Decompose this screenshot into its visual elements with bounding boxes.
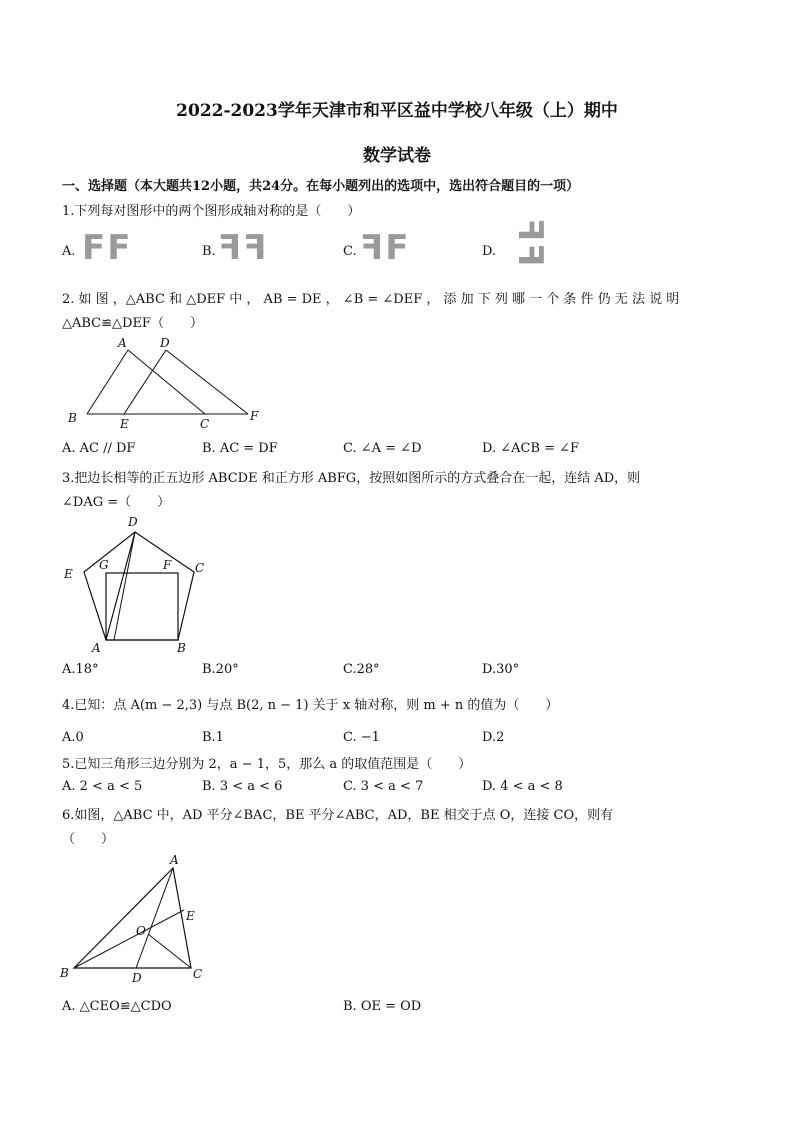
q2-triangle-figure <box>60 332 270 432</box>
q3-label-f: F <box>163 558 172 572</box>
q2-option-a: A. AC // DF <box>62 441 136 456</box>
q1-figure-c: ꟻF <box>360 228 411 268</box>
q4-option-b: B.1 <box>202 730 224 745</box>
q1-figure-b: ꟻꟻ <box>218 228 269 268</box>
q3-option-a: A.18° <box>62 662 99 677</box>
question-2-stem-line1: 2. 如 图 ，△ABC 和 △DEF 中 ， AB = DE ， ∠B = ∠DEF ， 添 加 下 列 哪 一 个 条 件 仍 无 法 说 明 <box>62 292 680 307</box>
q3-label-d: D <box>128 515 138 529</box>
q6-label-c: C <box>193 967 203 981</box>
q5-option-b: B. 3 < a < 6 <box>202 779 283 794</box>
q5-option-c: C. 3 < a < 7 <box>343 779 424 794</box>
q3-label-e: E <box>64 567 73 581</box>
q1-option-d: D. <box>482 244 497 259</box>
q6-option-a: A. △CEO≌△CDO <box>62 999 172 1014</box>
question-3-stem-line1: 3.把边长相等的正五边形 ABCDE 和正方形 ABFG，按照如图所示的方式叠合在一起，连结 AD，则 <box>62 471 641 486</box>
q1-option-c: C. <box>343 244 357 259</box>
q6-label-e: E <box>186 909 195 923</box>
q3-label-c: C <box>195 561 205 575</box>
q6-label-d: D <box>132 971 142 985</box>
q3-option-d: D.30° <box>482 662 520 677</box>
q2-label-a: A <box>118 336 127 350</box>
question-4-stem: 4.已知：点 A(m − 2,3) 与点 B(2, n − 1) 关于 x 轴对称，则 m + n 的值为（ ） <box>62 698 559 713</box>
q2-option-b: B. AC = DF <box>202 441 278 456</box>
q6-triangle-figure <box>58 850 218 990</box>
q3-label-g: G <box>99 558 109 572</box>
q5-option-d: D. 4 < a < 8 <box>482 779 563 794</box>
section-heading: 一、选择题（本大题共12小题，共24分。在每小题列出的选项中，选出符合题目的一项） <box>62 179 580 194</box>
q1-option-a: A. <box>62 244 76 259</box>
q4-option-c: C. −1 <box>343 730 380 745</box>
question-1-stem: 1.下列每对图形中的两个图形成轴对称的是（ ） <box>62 204 361 219</box>
q2-label-f: F <box>250 409 259 423</box>
q3-label-b: B <box>177 641 186 655</box>
q2-option-d: D. ∠ACB = ∠F <box>482 441 580 456</box>
question-2-stem-line2: △ABC≌△DEF（ ） <box>62 316 203 331</box>
q2-label-d: D <box>160 336 170 350</box>
q2-label-c: C <box>200 417 210 431</box>
q1-option-b: B. <box>202 244 216 259</box>
question-5-stem: 5.已知三角形三边分别为 2，a − 1，5，那么 a 的取值范围是（ ） <box>62 757 472 772</box>
page-subtitle: 数学试卷 <box>363 146 431 166</box>
question-6-stem-line2: （ ） <box>62 832 115 847</box>
q1-figure-d: ꟻꟻ <box>510 218 550 269</box>
q4-option-d: D.2 <box>482 730 505 745</box>
page-title: 2022-2023学年天津市和平区益中学校八年级（上）期中 <box>176 101 618 121</box>
q3-label-a: A <box>92 641 101 655</box>
q6-label-o: O <box>136 924 146 938</box>
q2-label-e: E <box>120 417 129 431</box>
q6-label-a: A <box>170 853 179 867</box>
question-3-stem-line2: ∠DAG =（ ） <box>62 495 171 510</box>
q6-label-b: B <box>60 966 69 980</box>
q3-pentagon-figure <box>60 512 220 657</box>
question-6-stem-line1: 6.如图，△ABC 中，AD 平分∠BAC，BE 平分∠ABC，AD，BE 相交于点 O，连接 CO，则有 <box>62 808 614 823</box>
q4-option-a: A.0 <box>62 730 84 745</box>
q2-label-b: B <box>68 411 77 425</box>
q5-option-a: A. 2 < a < 5 <box>62 779 143 794</box>
q3-option-c: C.28° <box>343 662 380 677</box>
q2-option-c: C. ∠A = ∠D <box>343 441 422 456</box>
q3-option-b: B.20° <box>202 662 239 677</box>
q1-figure-a: FF <box>82 228 133 268</box>
q6-option-b: B. OE = OD <box>343 999 422 1014</box>
